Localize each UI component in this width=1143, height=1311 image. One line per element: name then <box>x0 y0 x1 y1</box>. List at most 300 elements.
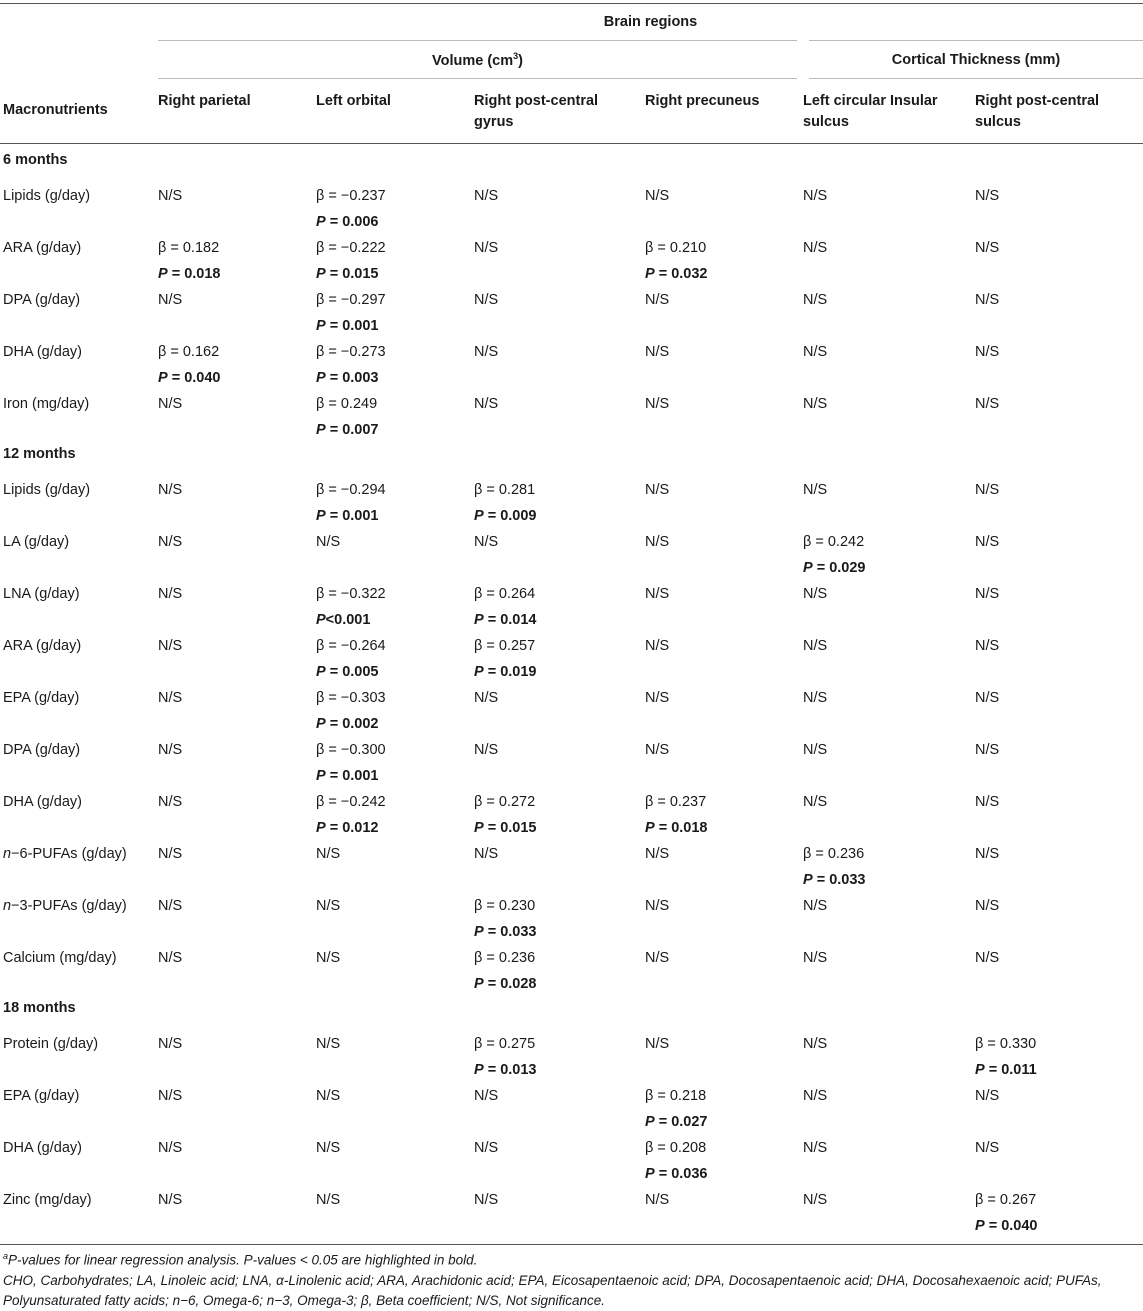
beta-cell: N/S <box>803 586 828 602</box>
p-value-cell: P = 0.012 <box>316 820 379 836</box>
beta-cell: N/S <box>474 240 499 256</box>
p-value-cell <box>158 550 316 576</box>
table-row-pvalues <box>0 1052 1143 1078</box>
table-row <box>0 334 1143 360</box>
p-value-cell <box>474 308 645 334</box>
header-row-brain-regions <box>0 4 1143 41</box>
table-row <box>0 940 1143 966</box>
table-row <box>0 1182 1143 1208</box>
row-label-spacer <box>0 1208 158 1234</box>
p-value-cell <box>803 412 975 438</box>
beta-cell: N/S <box>975 292 1000 308</box>
beta-cell: N/S <box>645 950 670 966</box>
beta-cell: N/S <box>474 396 499 412</box>
table-row <box>0 178 1143 204</box>
table-row <box>0 524 1143 550</box>
p-value-cell: P = 0.006 <box>316 214 379 230</box>
beta-cell: β = 0.162 <box>158 344 220 360</box>
p-value-cell <box>975 706 1143 732</box>
p-value-cell <box>474 360 645 386</box>
p-value-cell <box>645 204 803 230</box>
p-value-cell: P = 0.003 <box>316 370 379 386</box>
section-label: 6 months <box>3 152 68 168</box>
row-label-spacer <box>0 360 158 386</box>
p-value-cell <box>975 360 1143 386</box>
beta-cell: N/S <box>803 482 828 498</box>
beta-cell: N/S <box>803 950 828 966</box>
p-value-cell: P = 0.040 <box>975 1218 1038 1234</box>
table-row <box>0 1026 1143 1052</box>
beta-cell: N/S <box>316 846 341 862</box>
p-value-cell <box>316 966 474 992</box>
p-value-cell: P = 0.007 <box>316 422 379 438</box>
beta-cell: N/S <box>645 638 670 654</box>
section-row <box>0 992 1143 1026</box>
table-row-pvalues <box>0 602 1143 628</box>
p-value-cell <box>158 1052 316 1078</box>
section-row <box>0 438 1143 472</box>
p-value-cell <box>803 204 975 230</box>
beta-cell: N/S <box>803 742 828 758</box>
table-row <box>0 836 1143 862</box>
table-row-pvalues <box>0 654 1143 680</box>
table-body <box>0 144 1143 1245</box>
p-value-cell <box>975 498 1143 524</box>
p-value-cell <box>474 1104 645 1130</box>
p-value-cell <box>158 914 316 940</box>
p-value-cell <box>474 204 645 230</box>
p-value-cell: P = 0.014 <box>474 612 537 628</box>
p-value-cell <box>316 550 474 576</box>
row-label: Iron (mg/day) <box>3 396 90 412</box>
beta-cell: β = 0.242 <box>803 534 865 550</box>
p-value-cell <box>803 706 975 732</box>
row-label: Lipids (g/day) <box>3 482 91 498</box>
p-value-cell <box>645 654 803 680</box>
p-value-cell: P = 0.001 <box>316 768 379 784</box>
beta-cell: N/S <box>645 742 670 758</box>
table-row <box>0 386 1143 412</box>
p-value-cell: P = 0.032 <box>645 266 708 282</box>
beta-cell: N/S <box>975 690 1000 706</box>
column-header-left-orbital: Left orbital <box>316 93 391 109</box>
table-row <box>0 784 1143 810</box>
p-value-cell <box>316 914 474 940</box>
beta-cell: N/S <box>316 898 341 914</box>
beta-cell: N/S <box>158 482 183 498</box>
beta-cell: N/S <box>158 292 183 308</box>
results-table <box>0 3 1143 1245</box>
p-value-cell <box>316 1104 474 1130</box>
beta-cell: N/S <box>975 1140 1000 1156</box>
row-label-spacer <box>0 914 158 940</box>
p-value-cell <box>158 1104 316 1130</box>
p-value-cell <box>645 966 803 992</box>
p-value-cell <box>803 498 975 524</box>
p-value-cell <box>158 654 316 680</box>
p-value-cell <box>645 914 803 940</box>
p-value-cell <box>158 862 316 888</box>
beta-cell: N/S <box>474 742 499 758</box>
beta-cell: N/S <box>158 396 183 412</box>
beta-cell: N/S <box>803 1036 828 1052</box>
beta-cell: N/S <box>803 1140 828 1156</box>
beta-cell: N/S <box>158 690 183 706</box>
beta-cell: N/S <box>975 240 1000 256</box>
column-header-right-post-central-gyrus: Right post-central gyrus <box>474 93 599 130</box>
p-value-cell <box>158 1208 316 1234</box>
beta-cell: β = 0.249 <box>316 396 378 412</box>
p-value-cell <box>158 810 316 836</box>
beta-cell: N/S <box>158 534 183 550</box>
table-row <box>0 1130 1143 1156</box>
beta-cell: N/S <box>316 950 341 966</box>
p-value-cell <box>645 360 803 386</box>
beta-cell: N/S <box>316 534 341 550</box>
brain-regions-header: Brain regions <box>158 4 1143 41</box>
p-value-cell: P = 0.018 <box>645 820 708 836</box>
p-value-cell <box>975 550 1143 576</box>
p-value-cell <box>158 602 316 628</box>
p-value-cell <box>158 204 316 230</box>
footnote: $^a$P-values for linear regression analysis. P-values < 0.05 are highlighted in bold. <box>3 1251 478 1268</box>
beta-cell: N/S <box>975 586 1000 602</box>
p-value-cell: P = 0.001 <box>316 318 379 334</box>
beta-cell: N/S <box>645 534 670 550</box>
p-value-cell <box>474 256 645 282</box>
beta-cell: β = 0.230 <box>474 898 536 914</box>
beta-cell: β = 0.275 <box>474 1036 536 1052</box>
p-value-cell <box>975 862 1143 888</box>
p-value-cell <box>474 412 645 438</box>
p-value-cell <box>975 1104 1143 1130</box>
beta-cell: N/S <box>158 1140 183 1156</box>
column-header-right-precuneus: Right precuneus <box>645 93 760 109</box>
row-label-spacer <box>0 758 158 784</box>
beta-cell: N/S <box>645 898 670 914</box>
beta-cell: N/S <box>645 344 670 360</box>
beta-cell: N/S <box>803 396 828 412</box>
beta-cell: N/S <box>158 898 183 914</box>
table-row-pvalues <box>0 498 1143 524</box>
p-value-cell <box>474 1208 645 1234</box>
p-value-cell: P = 0.001 <box>316 508 379 524</box>
row-label-spacer <box>0 498 158 524</box>
beta-cell: N/S <box>474 690 499 706</box>
abbreviations: CHO, Carbohydrates; LA, Linoleic acid; LNA, α-Linolenic acid; ARA, Arachidonic acid; EPA, Eicosapentaenoic acid; DPA, Docosapentaenoic acid; DHA, Docosahexaenoic acid; PUFAs, Polyunsaturated fatty acids; n−6, Omega-6; n−3, Omega-3; β, Beta coefficient; N/S, Not significance. <box>3 1272 1102 1308</box>
beta-cell: N/S <box>975 742 1000 758</box>
beta-cell: β = 0.257 <box>474 638 536 654</box>
row-label: DHA (g/day) <box>3 794 82 810</box>
row-label: DPA (g/day) <box>3 292 81 308</box>
p-value-cell <box>803 914 975 940</box>
beta-cell: N/S <box>474 846 499 862</box>
table-row <box>0 732 1143 758</box>
beta-cell: N/S <box>474 1192 499 1208</box>
column-header-right-post-central-sulcus: Right post-central sulcus <box>975 93 1100 130</box>
table-row <box>0 888 1143 914</box>
beta-cell: N/S <box>158 794 183 810</box>
row-label-spacer <box>0 1156 158 1182</box>
p-value-cell <box>158 308 316 334</box>
p-value-cell: P = 0.027 <box>645 1114 708 1130</box>
row-label-spacer <box>0 308 158 334</box>
row-label-spacer <box>0 256 158 282</box>
p-value-cell <box>803 654 975 680</box>
beta-cell: β = −0.222 <box>316 240 386 256</box>
beta-cell: β = −0.242 <box>316 794 386 810</box>
beta-cell: N/S <box>158 188 183 204</box>
beta-cell: N/S <box>645 1036 670 1052</box>
beta-cell: N/S <box>645 690 670 706</box>
p-value-cell <box>803 256 975 282</box>
table-row-pvalues <box>0 412 1143 438</box>
row-label-spacer <box>0 810 158 836</box>
beta-cell: β = 0.281 <box>474 482 536 498</box>
beta-cell: N/S <box>803 1192 828 1208</box>
section-row <box>0 144 1143 179</box>
beta-cell: N/S <box>645 292 670 308</box>
p-value-cell <box>645 550 803 576</box>
beta-cell: N/S <box>803 690 828 706</box>
beta-cell: N/S <box>803 240 828 256</box>
p-value-cell <box>975 412 1143 438</box>
p-value-cell <box>975 256 1143 282</box>
p-value-cell <box>474 758 645 784</box>
p-value-cell: P = 0.033 <box>803 872 866 888</box>
row-label: DHA (g/day) <box>3 1140 82 1156</box>
p-value-cell: P = 0.015 <box>474 820 537 836</box>
row-label-spacer <box>0 204 158 230</box>
beta-cell: β = 0.182 <box>158 240 220 256</box>
p-value-cell <box>316 1208 474 1234</box>
row-label-spacer <box>0 862 158 888</box>
beta-cell: N/S <box>645 846 670 862</box>
beta-cell: N/S <box>645 188 670 204</box>
p-value-cell: P = 0.015 <box>316 266 379 282</box>
beta-cell: N/S <box>474 188 499 204</box>
beta-cell: β = 0.236 <box>803 846 865 862</box>
beta-cell: N/S <box>645 586 670 602</box>
p-value-cell: P = 0.002 <box>316 716 379 732</box>
p-value-cell: P = 0.040 <box>158 370 221 386</box>
column-header-left-circular-insular-sulcus: Left circular Insular sulcus <box>803 93 938 130</box>
p-value-cell <box>645 602 803 628</box>
row-label: n−3-PUFAs (g/day) <box>3 898 127 914</box>
table-row-pvalues <box>0 308 1143 334</box>
row-label-spacer <box>0 1104 158 1130</box>
p-value-cell <box>645 758 803 784</box>
p-value-cell: P = 0.018 <box>158 266 221 282</box>
p-value-cell <box>645 706 803 732</box>
row-label-spacer <box>0 412 158 438</box>
p-value-cell <box>474 1156 645 1182</box>
row-label: Calcium (mg/day) <box>3 950 117 966</box>
row-label-spacer <box>0 550 158 576</box>
cortical-thickness-header: Cortical Thickness (mm) <box>803 41 1143 79</box>
beta-cell: N/S <box>803 344 828 360</box>
p-value-cell <box>158 412 316 438</box>
row-label: EPA (g/day) <box>3 690 80 706</box>
header-row-groups <box>0 41 1143 79</box>
beta-cell: β = 0.236 <box>474 950 536 966</box>
p-value-cell: P<0.001 <box>316 612 371 628</box>
beta-cell: N/S <box>975 794 1000 810</box>
beta-cell: N/S <box>316 1036 341 1052</box>
beta-cell: N/S <box>975 344 1000 360</box>
beta-cell: β = −0.303 <box>316 690 386 706</box>
table-row <box>0 1078 1143 1104</box>
row-label: DHA (g/day) <box>3 344 82 360</box>
beta-cell: β = −0.297 <box>316 292 386 308</box>
p-value-cell <box>645 1208 803 1234</box>
p-value-cell: P = 0.019 <box>474 664 537 680</box>
p-value-cell <box>316 1052 474 1078</box>
bottom-rule <box>0 1234 1143 1245</box>
beta-cell: N/S <box>158 586 183 602</box>
beta-cell: N/S <box>474 1140 499 1156</box>
beta-cell: N/S <box>158 638 183 654</box>
table-row <box>0 628 1143 654</box>
beta-cell: N/S <box>645 396 670 412</box>
table-row-pvalues <box>0 1208 1143 1234</box>
p-value-cell: P = 0.033 <box>474 924 537 940</box>
p-value-cell: P = 0.011 <box>975 1062 1037 1078</box>
beta-cell: N/S <box>975 846 1000 862</box>
table-row-pvalues <box>0 758 1143 784</box>
row-label: DPA (g/day) <box>3 742 81 758</box>
beta-cell: β = 0.272 <box>474 794 536 810</box>
beta-cell: N/S <box>803 794 828 810</box>
beta-cell: N/S <box>803 292 828 308</box>
beta-cell: β = 0.267 <box>975 1192 1037 1208</box>
beta-cell: N/S <box>158 1036 183 1052</box>
beta-cell: N/S <box>803 188 828 204</box>
beta-cell: N/S <box>158 846 183 862</box>
beta-cell: N/S <box>975 1088 1000 1104</box>
beta-cell: N/S <box>975 482 1000 498</box>
p-value-cell <box>645 498 803 524</box>
beta-cell: β = 0.210 <box>645 240 707 256</box>
beta-cell: N/S <box>645 1192 670 1208</box>
table-row-pvalues <box>0 360 1143 386</box>
table-row <box>0 472 1143 498</box>
table-row <box>0 680 1143 706</box>
table-row-pvalues <box>0 914 1143 940</box>
p-value-cell <box>158 498 316 524</box>
volume-header: Volume $(cm^3)$ <box>158 41 803 79</box>
beta-cell: N/S <box>158 1192 183 1208</box>
row-label: LNA (g/day) <box>3 586 80 602</box>
beta-cell: N/S <box>803 898 828 914</box>
beta-cell: β = −0.264 <box>316 638 386 654</box>
p-value-cell <box>803 360 975 386</box>
row-label-spacer <box>0 966 158 992</box>
beta-cell: N/S <box>975 396 1000 412</box>
table-notes <box>3 1246 1138 1311</box>
beta-cell: β = 0.330 <box>975 1036 1037 1052</box>
p-value-cell <box>803 1052 975 1078</box>
beta-cell: N/S <box>158 1088 183 1104</box>
p-value-cell: P = 0.028 <box>474 976 537 992</box>
beta-cell: N/S <box>474 1088 499 1104</box>
table-row-pvalues <box>0 966 1143 992</box>
beta-cell: β = 0.264 <box>474 586 536 602</box>
table-row-pvalues <box>0 204 1143 230</box>
beta-cell: β = 0.208 <box>645 1140 707 1156</box>
beta-cell: β = −0.237 <box>316 188 386 204</box>
p-value-cell <box>975 204 1143 230</box>
p-value-cell <box>474 862 645 888</box>
p-value-cell <box>316 1156 474 1182</box>
column-header-macronutrients: Macronutrients <box>3 102 108 119</box>
beta-cell: N/S <box>975 898 1000 914</box>
p-value-cell <box>474 706 645 732</box>
p-value-cell <box>975 654 1143 680</box>
p-value-cell <box>645 862 803 888</box>
row-label: ARA (g/day) <box>3 638 82 654</box>
row-label: n−6-PUFAs (g/day) <box>3 846 127 862</box>
table-row-pvalues <box>0 862 1143 888</box>
beta-cell: N/S <box>158 742 183 758</box>
row-label-spacer <box>0 654 158 680</box>
beta-cell: N/S <box>975 950 1000 966</box>
p-value-cell <box>803 1156 975 1182</box>
row-label: ARA (g/day) <box>3 240 82 256</box>
beta-cell: N/S <box>803 1088 828 1104</box>
beta-cell: N/S <box>316 1192 341 1208</box>
row-label: Zinc (mg/day) <box>3 1192 92 1208</box>
row-label-spacer <box>0 706 158 732</box>
p-value-cell <box>975 602 1143 628</box>
beta-cell: β = −0.322 <box>316 586 386 602</box>
beta-cell: N/S <box>158 950 183 966</box>
beta-cell: N/S <box>474 534 499 550</box>
beta-cell: N/S <box>474 344 499 360</box>
section-label: 12 months <box>3 446 76 462</box>
p-value-cell <box>158 758 316 784</box>
table-row-pvalues <box>0 1104 1143 1130</box>
p-value-cell <box>975 810 1143 836</box>
beta-cell: β = 0.218 <box>645 1088 707 1104</box>
p-value-cell <box>975 1156 1143 1182</box>
p-value-cell <box>803 966 975 992</box>
beta-cell: β = −0.300 <box>316 742 386 758</box>
table-row-pvalues <box>0 810 1143 836</box>
p-value-cell <box>975 308 1143 334</box>
beta-cell: N/S <box>975 638 1000 654</box>
p-value-cell <box>803 308 975 334</box>
p-value-cell <box>803 810 975 836</box>
row-label: Lipids (g/day) <box>3 188 91 204</box>
p-value-cell <box>158 1156 316 1182</box>
p-value-cell: P = 0.029 <box>803 560 866 576</box>
beta-cell: N/S <box>316 1140 341 1156</box>
beta-cell: N/S <box>803 638 828 654</box>
table-row <box>0 282 1143 308</box>
p-value-cell <box>803 1208 975 1234</box>
p-value-cell <box>645 1052 803 1078</box>
p-value-cell: P = 0.009 <box>474 508 537 524</box>
p-value-cell <box>158 966 316 992</box>
p-value-cell <box>803 602 975 628</box>
p-value-cell <box>975 758 1143 784</box>
p-value-cell <box>975 914 1143 940</box>
p-value-cell <box>158 706 316 732</box>
beta-cell: N/S <box>474 292 499 308</box>
p-value-cell <box>316 862 474 888</box>
beta-cell: N/S <box>316 1088 341 1104</box>
